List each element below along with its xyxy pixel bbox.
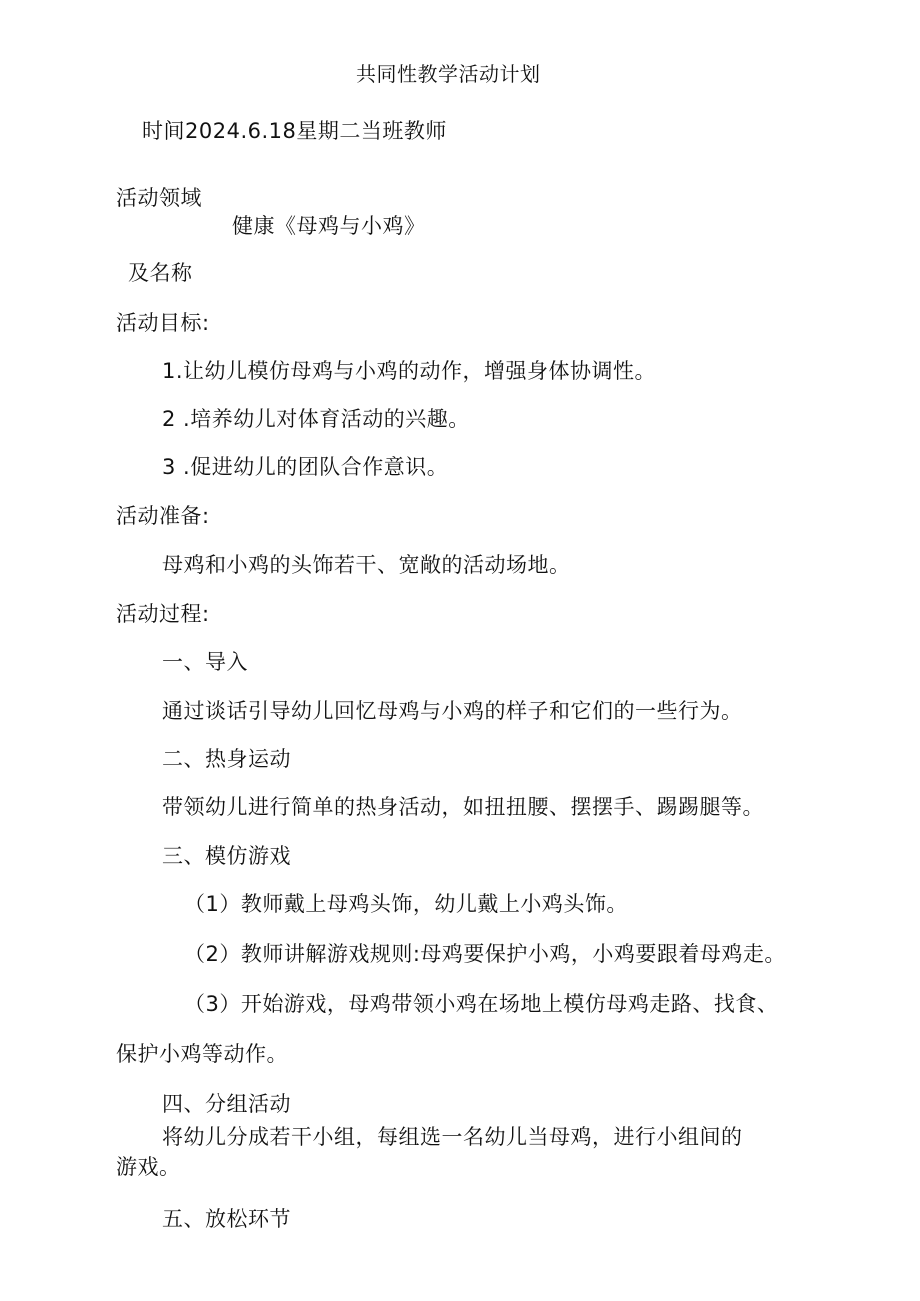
activity-domain-label-cont: 及名称 <box>128 261 193 285</box>
step-text: 通过谈话引导幼儿回忆母鸡与小鸡的样子和它们的一些行为。 <box>162 699 743 723</box>
step-heading: 四、分组活动 <box>162 1092 291 1116</box>
goal-item: 3 .促进幼儿的团队合作意识。 <box>162 455 449 479</box>
step-sub-item: （2）教师讲解游戏规则:母鸡要保护小鸡，小鸡要跟着母鸡走。 <box>184 942 786 966</box>
step-heading: 二、热身运动 <box>162 747 291 771</box>
step-text-cont: 游戏。 <box>116 1155 181 1179</box>
step-heading: 三、模仿游戏 <box>162 844 291 868</box>
preparation-heading: 活动准备: <box>116 504 210 528</box>
activity-domain-name: 健康《母鸡与小鸡》 <box>232 214 426 238</box>
goal-item: 2 .培养幼儿对体育活动的兴趣。 <box>162 407 470 431</box>
goals-heading: 活动目标: <box>116 311 210 335</box>
step-text: 带领幼儿进行简单的热身活动，如扭扭腰、摆摆手、踢踢腿等。 <box>162 795 764 819</box>
step-heading: 一、导入 <box>162 650 248 674</box>
step-sub-item: （3）开始游戏，母鸡带领小鸡在场地上模仿母鸡走路、找食、 <box>184 992 779 1016</box>
step-text: 将幼儿分成若干小组，每组选一名幼儿当母鸡，进行小组间的 <box>162 1125 743 1149</box>
date-teacher-line: 时间2024.6.18星期二当班教师 <box>142 119 447 143</box>
step-sub-item-cont: 保护小鸡等动作。 <box>116 1042 288 1066</box>
process-heading: 活动过程: <box>116 602 210 626</box>
step-heading: 五、放松环节 <box>162 1207 291 1231</box>
step-sub-item: （1）教师戴上母鸡头饰，幼儿戴上小鸡头饰。 <box>184 892 628 916</box>
goal-item: 1.让幼儿模仿母鸡与小鸡的动作，增强身体协调性。 <box>162 359 657 383</box>
page-title: 共同性教学活动计划 <box>356 62 541 86</box>
activity-domain-label: 活动领域 <box>116 186 202 210</box>
preparation-text: 母鸡和小鸡的头饰若干、宽敞的活动场地。 <box>162 553 571 577</box>
